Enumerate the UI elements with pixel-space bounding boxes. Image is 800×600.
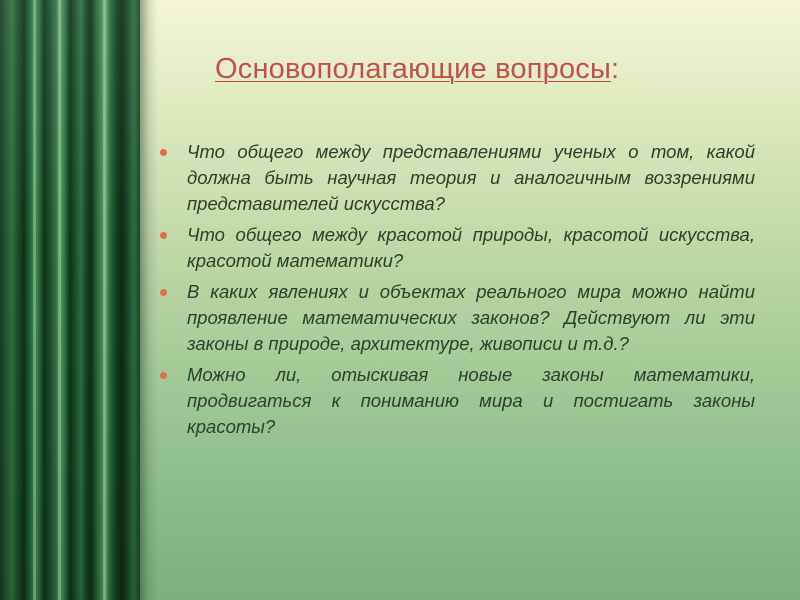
bullet-icon bbox=[160, 232, 167, 239]
side-panel-shadow bbox=[140, 0, 158, 600]
side-panel-highlight bbox=[58, 0, 61, 600]
list-item bbox=[160, 139, 755, 217]
list-item bbox=[160, 279, 755, 357]
decorative-side-panel bbox=[0, 0, 140, 600]
slide-title-colon: : bbox=[611, 53, 620, 85]
list-item bbox=[160, 362, 755, 440]
bullet-icon bbox=[160, 149, 167, 156]
slide-title bbox=[215, 53, 619, 86]
bullet-icon bbox=[160, 289, 167, 296]
list-item bbox=[160, 222, 755, 274]
list-item-text: Можно ли, отыскивая новые законы математики, продвигаться к пониманию мира и постигать законы красоты? bbox=[187, 364, 755, 437]
list-item-text: В каких явлениях и объектах реального мира можно найти проявление математических законов? Действуют ли эти законы в природе, архитектуре, живописи и т.д.? bbox=[187, 281, 755, 354]
list-item-text: Что общего между представлениями ученых о том, какой должна быть научная теория и аналогичным воззрениями представителей искусства? bbox=[187, 141, 755, 214]
side-panel-highlight bbox=[103, 0, 106, 600]
bullet-icon bbox=[160, 372, 167, 379]
side-panel-highlight bbox=[33, 0, 36, 600]
question-list bbox=[160, 139, 755, 445]
list-item-text: Что общего между красотой природы, красотой искусства, красотой математики? bbox=[187, 224, 755, 271]
slide-title-text: Основополагающие вопросы bbox=[215, 53, 612, 85]
